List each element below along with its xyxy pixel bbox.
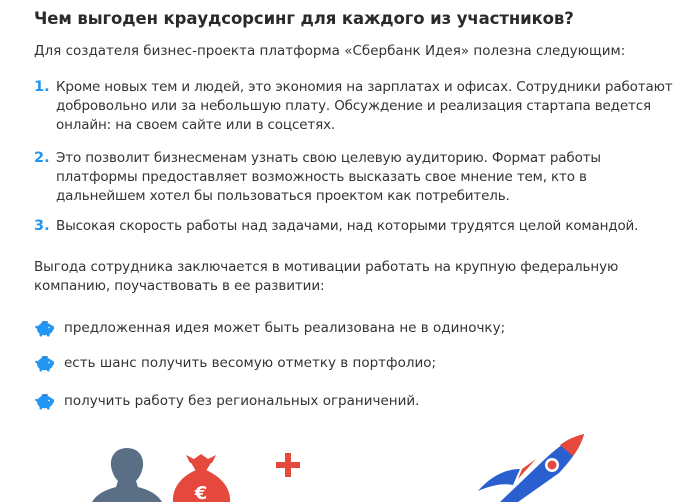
article-heading: Чем выгоден краудсорсинг для каждого из участников?	[34, 9, 574, 28]
piggy-bank-icon	[34, 391, 56, 411]
bullet-text: предложенная идея может быть реализована не в одиночку;	[64, 320, 506, 336]
crowdsourcing-illustration	[0, 425, 700, 502]
bullet-text: получить работу без региональных ограничений.	[64, 393, 420, 409]
money-bag-icon	[173, 454, 230, 502]
item-number: 3.	[34, 218, 50, 234]
bullet-item	[34, 391, 674, 413]
rocket-icon	[478, 434, 584, 502]
employee-paragraph: Выгода сотрудника заключается в мотивации работать на крупную федеральную компанию, поучаствовать в ее развитии:	[34, 259, 619, 294]
item-number: 2.	[34, 150, 50, 166]
item-text: Высокая скорость работы над задачами, над которыми трудятся целой командой.	[56, 218, 639, 234]
item-number: 1.	[34, 79, 50, 95]
piggy-bank-icon	[34, 353, 56, 373]
bullet-item	[34, 353, 674, 375]
currency-symbol: €	[194, 483, 208, 502]
person-icon	[92, 448, 162, 502]
piggy-bank-icon	[34, 318, 56, 338]
bullet-item	[34, 318, 674, 340]
item-text: Это позволит бизнесменам узнать свою целевую аудиторию. Формат работы платформы предоставляет возможность высказать свое мнение тем, кто в дальнейшем хотел бы пользоваться проектом как потребитель.	[56, 150, 601, 204]
bullet-text: есть шанс получить весомую отметку в портфолио;	[64, 355, 437, 371]
plus-icon	[276, 453, 300, 477]
intro-text: Для создателя бизнес-проекта платформа «Сбербанк Идея» полезна следующим:	[34, 43, 626, 59]
item-text: Кроме новых тем и людей, это экономия на зарплатах и офисах. Сотрудники работают добровольно или за небольшую плату. Обсуждение и реализация стартапа ведется онлайн: на своем сайте или в соцсетях.	[56, 79, 673, 133]
